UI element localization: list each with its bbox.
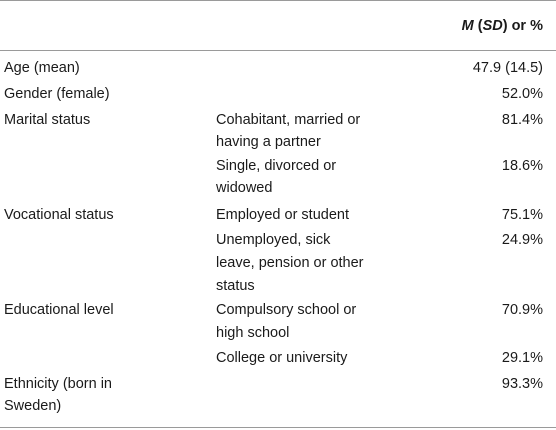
row-sublabel: Cohabitant, married or <box>216 112 361 128</box>
top-rule <box>0 0 556 1</box>
header-rule <box>0 50 556 51</box>
row-value: 18.6% <box>501 158 543 174</box>
bottom-rule <box>0 427 556 428</box>
row-sublabel: widowed <box>216 180 273 196</box>
column-header-value <box>462 15 543 37</box>
row-value: 29.1% <box>501 350 543 366</box>
row-value: 93.3% <box>501 376 543 392</box>
row-sublabel: Compulsory school or <box>216 302 357 318</box>
row-sublabel: having a partner <box>216 134 321 150</box>
row-sublabel: status <box>216 278 255 294</box>
header-sd: SD <box>482 18 503 34</box>
row-label: Sweden) <box>4 398 62 414</box>
row-sublabel: Single, divorced or <box>216 158 337 174</box>
row-label: Ethnicity (born in <box>4 376 112 392</box>
row-value: 24.9% <box>501 232 543 248</box>
row-label: Marital status <box>4 112 91 128</box>
row-value: 47.9 (14.5) <box>472 60 543 76</box>
row-label: Vocational status <box>4 207 114 223</box>
row-sublabel: high school <box>216 325 290 341</box>
row-label: Gender (female) <box>4 86 110 102</box>
row-sublabel: leave, pension or other <box>216 255 364 271</box>
row-value: 70.9% <box>501 302 543 318</box>
row-value: 81.4% <box>501 112 543 128</box>
row-label: Age (mean) <box>4 60 80 76</box>
row-sublabel: College or university <box>216 350 348 366</box>
row-label: Educational level <box>4 302 114 318</box>
row-value: 75.1% <box>501 207 543 223</box>
header-m: M <box>461 18 474 34</box>
row-sublabel: Unemployed, sick <box>216 232 331 248</box>
row-sublabel: Employed or student <box>216 207 349 223</box>
row-value: 52.0% <box>501 86 543 102</box>
header-or-percent: ) or % <box>502 18 543 34</box>
header-paren-open: ( <box>473 18 483 34</box>
